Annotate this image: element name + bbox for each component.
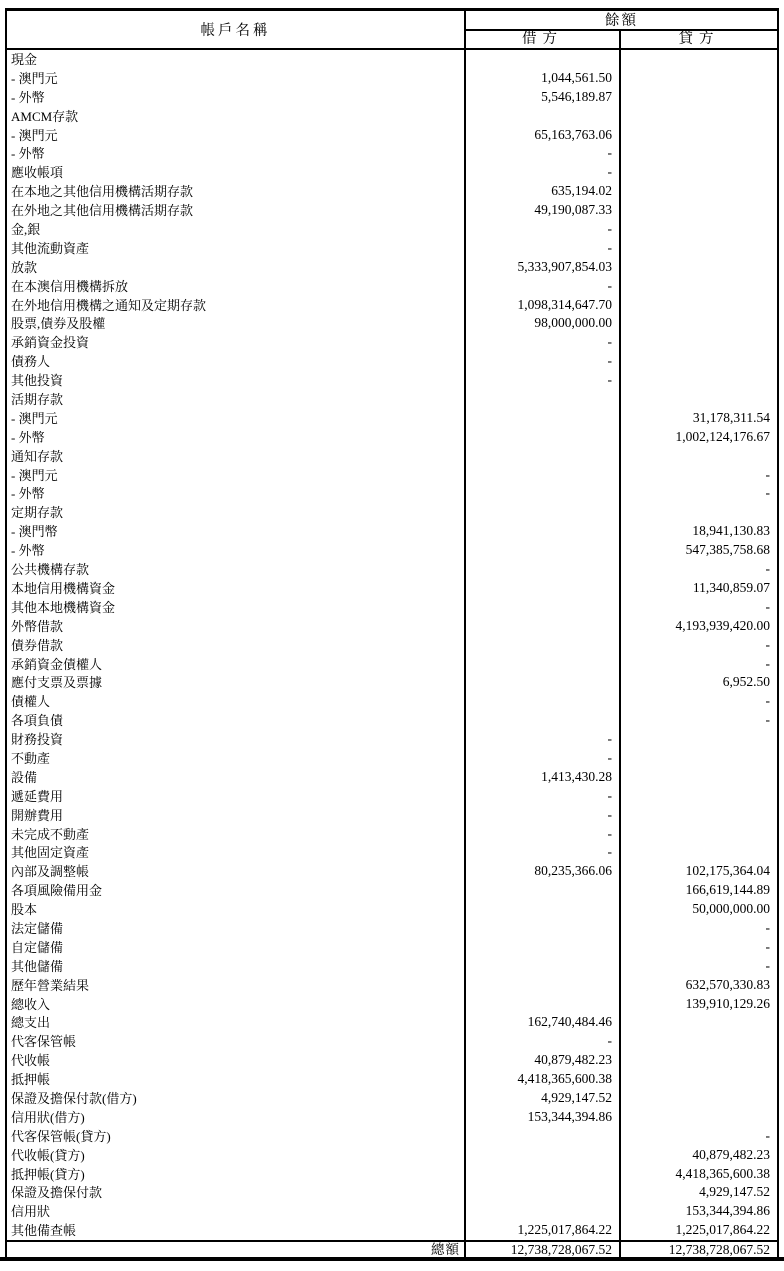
debit-value-cell [466, 50, 621, 69]
credit-value-cell: - [765, 919, 770, 935]
account-name-cell: 債權人 [7, 692, 466, 711]
debit-value-cell: - [466, 787, 621, 806]
credit-value-cell [621, 88, 777, 107]
account-name-cell: 法定儲備 [7, 919, 466, 938]
table-row [7, 333, 777, 352]
table-row [7, 541, 777, 560]
account-name-cell: 設備 [7, 768, 466, 787]
debit-value-cell: - [466, 749, 621, 768]
table-row [7, 522, 777, 541]
debit-value-cell: - [466, 371, 621, 390]
account-name-cell: 總支出 [7, 1013, 466, 1032]
account-name-cell: 應付支票及票據 [7, 673, 466, 692]
debit-value-cell: 153,344,394.86 [466, 1108, 621, 1127]
table-row [7, 825, 777, 844]
account-name-cell: - 澳門幣 [7, 522, 466, 541]
table-row [7, 126, 777, 145]
debit-value-cell: - [466, 843, 621, 862]
credit-value-cell [621, 182, 777, 201]
debit-value-cell [466, 447, 621, 466]
debit-value-cell [466, 1165, 621, 1184]
credit-value-cell [621, 447, 777, 466]
account-name-cell: 其他本地機構資金 [7, 598, 466, 617]
table-row [7, 466, 777, 485]
table-row [7, 1089, 777, 1108]
account-name-cell: 代客保管帳(貸方) [7, 1127, 466, 1146]
debit-value-cell [466, 692, 621, 711]
credit-value-cell [621, 730, 777, 749]
debit-value-cell: 1,044,561.50 [466, 69, 621, 88]
credit-value-cell: - [765, 598, 770, 614]
debit-value-cell [466, 957, 621, 976]
table-row [7, 919, 777, 938]
credit-value-cell: 1,002,124,176.67 [675, 428, 770, 444]
credit-value-cell: - [765, 938, 770, 954]
table-row [7, 655, 777, 674]
table-row [7, 806, 777, 825]
debit-value-cell [466, 409, 621, 428]
debit-value-cell: 635,194.02 [466, 182, 621, 201]
credit-value-cell [621, 239, 777, 258]
debit-value-cell: 162,740,484.46 [466, 1013, 621, 1032]
credit-value-cell [621, 201, 777, 220]
table-row [7, 1051, 777, 1070]
debit-value-cell [466, 390, 621, 409]
table-row [7, 579, 777, 598]
credit-value-cell [621, 126, 777, 145]
debit-value-cell: 49,190,087.33 [466, 201, 621, 220]
debit-value-cell: 4,929,147.52 [466, 1089, 621, 1108]
debit-value-cell [466, 560, 621, 579]
table-row [7, 447, 777, 466]
account-name-cell: 承銷資金債權人 [7, 655, 466, 674]
credit-value-cell [621, 1108, 777, 1127]
table-row [7, 144, 777, 163]
credit-value-cell [621, 50, 777, 69]
credit-value-cell: 6,952.50 [722, 674, 770, 690]
table-row [7, 484, 777, 503]
account-name-cell: - 澳門元 [7, 69, 466, 88]
account-name-cell: - 外幣 [7, 144, 466, 163]
credit-value-cell: - [765, 957, 770, 973]
account-name-cell: 代收帳(貸方) [7, 1146, 466, 1165]
credit-value-cell [621, 296, 777, 315]
account-name-cell: 應收帳項 [7, 163, 466, 182]
account-name-cell: 股本 [7, 900, 466, 919]
table-row [7, 220, 777, 239]
credit-value-cell [621, 806, 777, 825]
table-row [7, 107, 777, 126]
debit-value-cell [466, 976, 621, 995]
table-row [7, 1146, 777, 1165]
credit-value-cell: - [765, 693, 770, 709]
account-name-cell: 代收帳 [7, 1051, 466, 1070]
account-name-cell: 在外地之其他信用機構活期存款 [7, 201, 466, 220]
credit-value-cell: 102,175,364.04 [685, 863, 770, 879]
credit-value-cell: - [765, 1127, 770, 1143]
account-name-cell: 自定儲備 [7, 938, 466, 957]
debit-value-cell [466, 617, 621, 636]
credit-value-cell [621, 107, 777, 126]
credit-value-cell: - [765, 561, 770, 577]
page-bottom-rule [0, 1257, 784, 1261]
debit-value-cell [466, 881, 621, 900]
account-name-cell: 財務投資 [7, 730, 466, 749]
debit-value-cell: - [466, 352, 621, 371]
account-name-cell: 保證及擔保付款(借方) [7, 1089, 466, 1108]
account-name-cell: 其他儲備 [7, 957, 466, 976]
table-row [7, 50, 777, 69]
debit-value-cell [466, 522, 621, 541]
account-name-cell: 通知存款 [7, 447, 466, 466]
table-row [7, 976, 777, 995]
credit-value-cell: 31,178,311.54 [692, 409, 770, 425]
account-name-cell: 在外地信用機構之通知及定期存款 [7, 296, 466, 315]
table-body [7, 50, 777, 1240]
account-name-cell: - 外幣 [7, 484, 466, 503]
total-debit-value: 12,738,728,067.52 [466, 1242, 621, 1257]
credit-value-cell [621, 1013, 777, 1032]
credit-value-cell [621, 768, 777, 787]
credit-value-cell [621, 314, 777, 333]
table-row [7, 277, 777, 296]
table-row [7, 862, 777, 881]
table-row [7, 1032, 777, 1051]
credit-value-cell [621, 163, 777, 182]
account-name-cell: 保證及擔保付款 [7, 1183, 466, 1202]
debit-value-cell: 4,418,365,600.38 [466, 1070, 621, 1089]
credit-value-cell: - [765, 712, 770, 728]
table-row [7, 1165, 777, 1184]
account-name-cell: 信用狀 [7, 1202, 466, 1221]
account-name-cell: 在本地之其他信用機構活期存款 [7, 182, 466, 201]
debit-value-cell [466, 995, 621, 1014]
total-credit-value: 12,738,728,067.52 [668, 1242, 770, 1258]
debit-value-cell: 5,546,189.87 [466, 88, 621, 107]
table-row [7, 881, 777, 900]
debit-value-cell [466, 428, 621, 447]
credit-value-cell [621, 390, 777, 409]
debit-value-cell: 1,225,017,864.22 [466, 1221, 621, 1240]
table-row [7, 711, 777, 730]
total-label: 總額 [7, 1242, 466, 1257]
debit-value-cell [466, 466, 621, 485]
account-name-cell: 公共機構存款 [7, 560, 466, 579]
total-row [7, 1240, 777, 1257]
table-row [7, 1221, 777, 1240]
debit-value-cell [466, 107, 621, 126]
credit-value-cell: 4,929,147.52 [699, 1184, 770, 1200]
credit-value-cell [621, 371, 777, 390]
account-name-cell: 外幣借款 [7, 617, 466, 636]
debit-value-cell: - [466, 730, 621, 749]
debit-value-cell [466, 598, 621, 617]
account-name-cell: 未完成不動產 [7, 825, 466, 844]
table-row [7, 692, 777, 711]
account-name-cell: - 澳門元 [7, 126, 466, 145]
account-name-cell: 債券借款 [7, 636, 466, 655]
table-row [7, 1108, 777, 1127]
credit-value-cell: - [765, 636, 770, 652]
account-name-cell: - 外幣 [7, 428, 466, 447]
debit-value-cell: - [466, 825, 621, 844]
debit-value-cell [466, 579, 621, 598]
table-row [7, 1202, 777, 1221]
debit-value-cell: 5,333,907,854.03 [466, 258, 621, 277]
table-row [7, 296, 777, 315]
table-row [7, 673, 777, 692]
account-name-cell: 各項風險備用金 [7, 881, 466, 900]
debit-value-cell [466, 1202, 621, 1221]
debit-value-cell: - [466, 333, 621, 352]
credit-value-cell: 4,418,365,600.38 [675, 1165, 770, 1181]
credit-value-cell: - [765, 466, 770, 482]
credit-value-cell [621, 258, 777, 277]
table-header [7, 11, 777, 50]
debit-value-cell [466, 711, 621, 730]
credit-value-cell: 40,879,482.23 [692, 1146, 770, 1162]
credit-value-cell [621, 787, 777, 806]
credit-value-cell [621, 749, 777, 768]
debit-value-cell [466, 1183, 621, 1202]
credit-value-cell: 1,225,017,864.22 [675, 1222, 770, 1238]
account-name-cell: 其他流動資產 [7, 239, 466, 258]
table-row [7, 730, 777, 749]
table-row [7, 201, 777, 220]
table-row [7, 957, 777, 976]
credit-value-cell [621, 144, 777, 163]
debit-value-cell: - [466, 220, 621, 239]
table-row [7, 749, 777, 768]
account-name-cell: 不動產 [7, 749, 466, 768]
credit-value-cell: 153,344,394.86 [685, 1203, 770, 1219]
account-name-cell: 歷年營業結果 [7, 976, 466, 995]
account-name-cell: 承銷資金投資 [7, 333, 466, 352]
table-row [7, 69, 777, 88]
table-row [7, 560, 777, 579]
account-name-cell: 代客保管帳 [7, 1032, 466, 1051]
table-row [7, 1070, 777, 1089]
column-group-header-balance: 餘額 [466, 11, 777, 31]
credit-value-cell [621, 69, 777, 88]
table-row [7, 900, 777, 919]
debit-value-cell: 80,235,366.06 [466, 862, 621, 881]
debit-value-cell: 40,879,482.23 [466, 1051, 621, 1070]
account-name-cell: 其他投資 [7, 371, 466, 390]
debit-value-cell: - [466, 1032, 621, 1051]
credit-value-cell: 166,619,144.89 [685, 882, 770, 898]
debit-value-cell [466, 919, 621, 938]
debit-value-cell: - [466, 239, 621, 258]
table-row [7, 239, 777, 258]
table-row [7, 182, 777, 201]
debit-value-cell: 1,098,314,647.70 [466, 296, 621, 315]
debit-value-cell: - [466, 144, 621, 163]
account-name-cell: 現金 [7, 50, 466, 69]
debit-value-cell [466, 655, 621, 674]
account-name-cell: 金,銀 [7, 220, 466, 239]
table-row [7, 787, 777, 806]
table-row [7, 617, 777, 636]
table-row [7, 428, 777, 447]
table-row [7, 314, 777, 333]
credit-value-cell [621, 503, 777, 522]
credit-value-cell: - [765, 485, 770, 501]
table-row [7, 88, 777, 107]
account-name-cell: 在本澳信用機構拆放 [7, 277, 466, 296]
account-name-cell: 抵押帳(貸方) [7, 1165, 466, 1184]
credit-value-cell: 139,910,129.26 [685, 995, 770, 1011]
account-name-cell: 抵押帳 [7, 1070, 466, 1089]
table-row [7, 390, 777, 409]
debit-value-cell [466, 938, 621, 957]
credit-value-cell [621, 277, 777, 296]
table-row [7, 352, 777, 371]
account-name-cell: AMCM存款 [7, 107, 466, 126]
table-row [7, 409, 777, 428]
debit-value-cell: 1,413,430.28 [466, 768, 621, 787]
account-name-cell: 活期存款 [7, 390, 466, 409]
account-name-cell: 總收入 [7, 995, 466, 1014]
account-name-cell: - 澳門元 [7, 466, 466, 485]
account-name-cell: - 外幣 [7, 541, 466, 560]
table-row [7, 768, 777, 787]
table-row [7, 938, 777, 957]
account-name-cell: 內部及調整帳 [7, 862, 466, 881]
credit-value-cell: 547,385,758.68 [685, 542, 770, 558]
debit-value-cell [466, 1127, 621, 1146]
debit-value-cell: - [466, 806, 621, 825]
credit-value-cell: - [765, 655, 770, 671]
account-name-cell: 本地信用機構資金 [7, 579, 466, 598]
credit-value-cell [621, 843, 777, 862]
credit-value-cell: 18,941,130.83 [692, 523, 770, 539]
table-row [7, 371, 777, 390]
table-row [7, 1127, 777, 1146]
debit-value-cell [466, 484, 621, 503]
debit-value-cell: 65,163,763.06 [466, 126, 621, 145]
debit-value-cell [466, 1146, 621, 1165]
account-name-cell: 其他固定資產 [7, 843, 466, 862]
account-name-cell: 開辦費用 [7, 806, 466, 825]
credit-value-cell: 11,340,859.07 [692, 579, 770, 595]
debit-value-cell: 98,000,000.00 [466, 314, 621, 333]
credit-value-cell [621, 1089, 777, 1108]
credit-value-cell: 4,193,939,420.00 [675, 617, 770, 633]
debit-value-cell [466, 503, 621, 522]
account-name-cell: 遞延費用 [7, 787, 466, 806]
account-name-cell: 定期存款 [7, 503, 466, 522]
account-name-cell: 其他備查帳 [7, 1221, 466, 1240]
credit-value-cell [621, 1051, 777, 1070]
account-name-cell: 債務人 [7, 352, 466, 371]
account-name-cell: - 澳門元 [7, 409, 466, 428]
account-name-cell: 放款 [7, 258, 466, 277]
debit-value-cell: - [466, 163, 621, 182]
column-header-account-name: 帳戶名稱 [7, 11, 466, 48]
debit-value-cell: - [466, 277, 621, 296]
credit-value-cell [621, 352, 777, 371]
credit-value-cell [621, 825, 777, 844]
column-header-debit: 借方 [466, 31, 621, 48]
debit-credit-header-row [466, 31, 777, 48]
credit-value-cell: 632,570,330.83 [685, 976, 770, 992]
balance-header-group [466, 11, 777, 48]
credit-value-cell: 50,000,000.00 [692, 901, 770, 917]
account-name-cell: 股票,債券及股權 [7, 314, 466, 333]
table-row [7, 995, 777, 1014]
debit-value-cell [466, 636, 621, 655]
table-row [7, 843, 777, 862]
account-name-cell: - 外幣 [7, 88, 466, 107]
table-row [7, 1013, 777, 1032]
balance-table [5, 8, 779, 1259]
credit-value-cell [621, 1070, 777, 1089]
credit-value-cell [621, 220, 777, 239]
credit-value-cell [621, 333, 777, 352]
debit-value-cell [466, 541, 621, 560]
table-row [7, 1183, 777, 1202]
table-row [7, 258, 777, 277]
table-row [7, 636, 777, 655]
table-row [7, 503, 777, 522]
account-name-cell: 各項負債 [7, 711, 466, 730]
table-row [7, 163, 777, 182]
debit-value-cell [466, 900, 621, 919]
debit-value-cell [466, 673, 621, 692]
account-name-cell: 信用狀(借方) [7, 1108, 466, 1127]
table-row [7, 598, 777, 617]
column-header-credit: 貸方 [678, 31, 720, 47]
credit-value-cell [621, 1032, 777, 1051]
